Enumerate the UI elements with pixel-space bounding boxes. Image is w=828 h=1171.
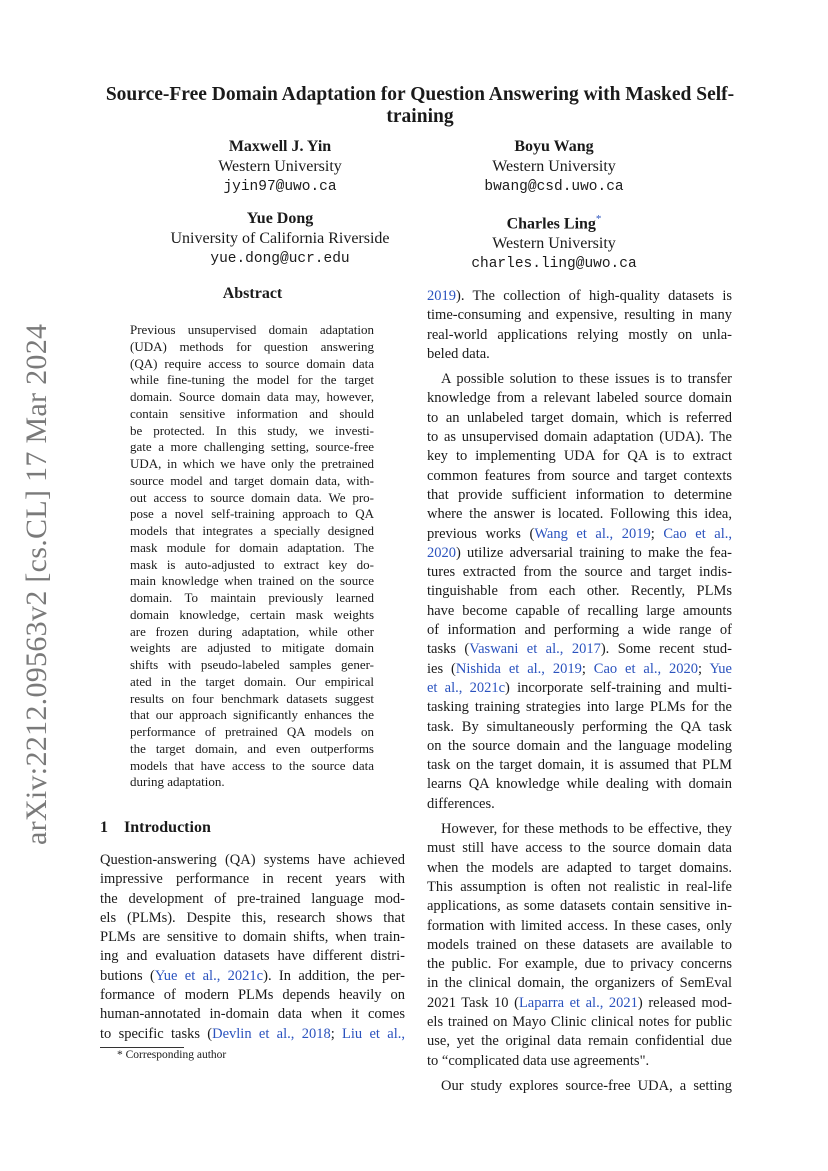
text-line bbox=[130, 372, 374, 389]
intro-right-column bbox=[427, 287, 732, 1096]
text-span: impressive performance in recent years with bbox=[100, 871, 405, 888]
text-span: A possible solution to these issues is to transfer bbox=[441, 371, 732, 388]
author-block bbox=[140, 209, 420, 269]
text-span: use, yet the original data remain confidential due bbox=[427, 1033, 732, 1050]
text-span: weights are adjusted to mitigate domain bbox=[130, 640, 374, 656]
text-line bbox=[427, 974, 732, 993]
text-line bbox=[427, 1013, 732, 1032]
paragraph bbox=[427, 820, 732, 1071]
author-affiliation: Western University bbox=[218, 158, 342, 175]
text-span: that provide sufficient information to determine bbox=[427, 486, 732, 503]
text-span: butions ( bbox=[100, 967, 155, 984]
text-line bbox=[427, 917, 732, 936]
text-line bbox=[427, 525, 732, 544]
text-span: ; bbox=[330, 1025, 343, 1042]
text-line bbox=[130, 322, 374, 339]
paper-title: Source-Free Domain Adaptation for Question Answering with Masked Self-training bbox=[105, 84, 735, 127]
text-line bbox=[427, 563, 732, 582]
text-span: human-annotated in-domain data when it comes bbox=[100, 1006, 405, 1023]
text-line bbox=[427, 897, 732, 916]
text-span: This assumption is often not realistic in real-life bbox=[427, 878, 732, 895]
text-span: ; bbox=[698, 660, 710, 677]
text-span: (UDA) methods for question answering bbox=[130, 338, 374, 354]
citation-link[interactable]: Yue et al., 2021c bbox=[154, 967, 264, 984]
paragraph bbox=[427, 287, 732, 364]
text-span: must still have access to the source domain data bbox=[427, 840, 732, 857]
text-span: to an unlabeled target domain, which is referred bbox=[427, 409, 732, 426]
author-block bbox=[424, 137, 684, 197]
author-affiliation: University of California Riverside bbox=[170, 230, 390, 247]
text-line bbox=[130, 774, 374, 791]
author-affiliation: Western University bbox=[492, 235, 616, 253]
text-span: when the models are adapted to target domains. bbox=[427, 859, 732, 876]
paragraph bbox=[427, 1077, 732, 1096]
text-span: in the clinical domain, the organizers of SemEval bbox=[427, 975, 732, 992]
text-span: Our study explores source-free UDA, a setting bbox=[441, 1077, 732, 1094]
text-span: ) utilize adversarial training to make the fea- bbox=[456, 544, 732, 561]
text-line bbox=[427, 955, 732, 974]
author-name: Charles Ling bbox=[506, 215, 596, 233]
text-line bbox=[427, 287, 732, 306]
text-span: els (PLMs). Despite this, research shows that bbox=[100, 909, 405, 926]
text-line bbox=[130, 506, 374, 523]
text-span: However, for these methods to be effective, they bbox=[441, 821, 732, 838]
text-line bbox=[427, 467, 732, 486]
citation-link[interactable]: Yue bbox=[709, 660, 732, 677]
text-span: ). In addition, the per- bbox=[263, 967, 405, 984]
text-span: out access to source domain data. We pro- bbox=[130, 489, 374, 505]
text-line bbox=[427, 447, 732, 466]
text-span: ated in the target domain. Our empirical bbox=[130, 673, 374, 689]
abstract-body bbox=[130, 322, 374, 791]
text-span: els trained on Mayo Clinic clinical notes for public bbox=[427, 1013, 732, 1030]
text-line bbox=[427, 505, 732, 524]
text-span: tasks ( bbox=[427, 641, 470, 658]
text-span: UDA, in which we have only the pretrained bbox=[130, 456, 374, 471]
text-span: previous works ( bbox=[427, 525, 535, 542]
citation-link[interactable]: Nishida et al., 2019 bbox=[455, 660, 582, 677]
text-line bbox=[130, 607, 374, 624]
text-line bbox=[427, 1077, 732, 1096]
text-span: ). The collection of high-quality datasets is bbox=[456, 288, 732, 304]
text-span: tasking training strategies into large PLMs for the bbox=[427, 699, 732, 716]
text-line bbox=[100, 890, 405, 909]
text-line bbox=[100, 928, 405, 947]
text-line bbox=[427, 1032, 732, 1051]
section-title: Introduction bbox=[124, 819, 211, 836]
text-span: the public. For example, due to privacy concerns bbox=[427, 956, 732, 973]
corresponding-author-mark[interactable]: * bbox=[595, 213, 602, 225]
text-line bbox=[427, 795, 732, 814]
citation-link[interactable]: 2020 bbox=[427, 544, 456, 561]
text-line bbox=[427, 660, 732, 679]
text-line bbox=[427, 370, 732, 389]
text-line bbox=[427, 936, 732, 955]
author-name: Yue Dong bbox=[246, 210, 314, 227]
text-span: be protected. In this study, we investi- bbox=[130, 422, 374, 438]
text-span: Question-answering (QA) systems have achieved bbox=[100, 852, 405, 868]
text-span: main knowledge when trained on the source bbox=[130, 573, 374, 589]
text-line bbox=[427, 775, 732, 794]
text-line bbox=[427, 878, 732, 897]
text-span: (QA) require access to source domain data bbox=[130, 355, 374, 371]
text-span: beled data. bbox=[427, 345, 490, 362]
text-line bbox=[427, 345, 732, 364]
text-span: task. By simultaneously performing the QA task bbox=[427, 718, 732, 735]
text-span: PLMs are sensitive to domain shifts, when train- bbox=[100, 929, 405, 946]
text-line bbox=[130, 339, 374, 356]
text-span: ies ( bbox=[427, 660, 456, 677]
text-line bbox=[130, 439, 374, 456]
citation-link[interactable]: Laparra et al., 2021 bbox=[518, 994, 638, 1011]
text-span: domain knowledge, certain mask weights bbox=[130, 606, 374, 622]
text-line bbox=[427, 679, 732, 698]
abstract-heading: Abstract bbox=[222, 285, 283, 302]
text-line bbox=[427, 698, 732, 717]
text-span: ). Some recent stud- bbox=[600, 641, 732, 658]
text-line bbox=[130, 389, 374, 406]
text-span: that our approach significantly enhances the bbox=[130, 707, 374, 723]
text-span: performance of pretrained QA models on bbox=[130, 724, 374, 739]
text-line bbox=[427, 602, 732, 621]
text-line bbox=[427, 621, 732, 640]
text-line bbox=[130, 406, 374, 423]
author-name: Boyu Wang bbox=[514, 138, 594, 155]
text-span: Previous unsupervised domain adaptation bbox=[130, 322, 374, 337]
text-line bbox=[130, 540, 374, 557]
text-line bbox=[427, 409, 732, 428]
text-span: formance of modern PLMs depends heavily on bbox=[100, 987, 405, 1004]
paragraph bbox=[427, 370, 732, 814]
text-line bbox=[427, 640, 732, 659]
text-span: where the answer is located. Following this idea, bbox=[427, 506, 732, 523]
text-line bbox=[427, 994, 732, 1013]
text-span: domain. To maintain previously learned bbox=[130, 590, 374, 605]
author-affiliation: Western University bbox=[492, 158, 616, 175]
footnote-rule bbox=[100, 1047, 184, 1048]
text-line bbox=[100, 1005, 405, 1024]
text-line bbox=[130, 523, 374, 540]
text-span: tinguishable from each other. Recently, PLMs bbox=[427, 583, 732, 600]
text-span: ; bbox=[581, 660, 594, 677]
section-heading bbox=[100, 819, 211, 837]
citation-link[interactable]: Devlin et al., 2018 bbox=[212, 1025, 331, 1042]
citation-link[interactable]: Cao et al., 2020 bbox=[593, 660, 699, 677]
text-line bbox=[427, 544, 732, 563]
text-line bbox=[130, 758, 374, 775]
text-line bbox=[427, 839, 732, 858]
text-span: source model and target domain data, with- bbox=[130, 472, 374, 488]
text-line bbox=[427, 1052, 732, 1071]
text-span: formation with limited access. In these cases, only bbox=[427, 917, 732, 934]
author-email[interactable]: jyin97@uwo.ca bbox=[223, 179, 337, 195]
text-span: task on the target domain, it is assumed that PLM bbox=[427, 757, 732, 774]
author-block bbox=[424, 209, 684, 274]
citation-link[interactable]: Vaswani et al., 2017 bbox=[469, 641, 601, 658]
text-span: models trained on these datasets are available to bbox=[427, 936, 732, 953]
text-line bbox=[427, 389, 732, 408]
footnote: * Corresponding author bbox=[117, 1049, 227, 1061]
text-line bbox=[130, 557, 374, 574]
text-line bbox=[427, 756, 732, 775]
text-line bbox=[100, 967, 405, 986]
text-span: pose a novel self-training approach to QA bbox=[130, 506, 374, 522]
citation-link[interactable]: Wang et al., 2019 bbox=[534, 525, 651, 542]
text-line bbox=[130, 356, 374, 373]
text-line bbox=[130, 590, 374, 607]
text-line bbox=[427, 326, 732, 345]
text-span: the target domain, and even outperforms bbox=[130, 740, 374, 756]
text-span: applications, as some datasets contain sensitive in- bbox=[427, 898, 732, 915]
section-number: 1 bbox=[100, 819, 108, 836]
text-span: key to implementing UDA for QA is to extract bbox=[427, 448, 732, 465]
text-line bbox=[427, 737, 732, 756]
text-span: differences. bbox=[427, 795, 495, 812]
intro-left-column bbox=[100, 851, 405, 1044]
text-line bbox=[100, 909, 405, 928]
text-span: while fine-tuning the model for the target bbox=[130, 372, 374, 388]
citation-link[interactable]: et al., 2021c bbox=[427, 679, 506, 696]
citation-link[interactable]: Liu et al., bbox=[342, 1025, 405, 1042]
text-line bbox=[130, 640, 374, 657]
text-line bbox=[100, 851, 405, 870]
text-span: to specific tasks ( bbox=[100, 1025, 213, 1042]
text-span: mask is auto-adjusted to extract key do- bbox=[130, 556, 374, 572]
text-span: ) incorporate self-training and multi- bbox=[505, 679, 732, 696]
text-line bbox=[130, 473, 374, 490]
text-span: tures extracted from the source and target indis- bbox=[427, 564, 732, 581]
text-span: of information and performing a wide range of bbox=[427, 622, 732, 639]
text-line bbox=[130, 674, 374, 691]
author-email[interactable]: yue.dong@ucr.edu bbox=[210, 251, 350, 267]
text-line bbox=[100, 1025, 405, 1044]
text-line bbox=[130, 724, 374, 741]
arxiv-stamp: arXiv:2212.09563v2 [cs.CL] 17 Mar 2024 bbox=[20, 323, 53, 845]
text-span: during adaptation. bbox=[130, 774, 225, 790]
text-span: to as unsupervised domain adaptation (UDA). The bbox=[427, 429, 732, 446]
text-line bbox=[130, 657, 374, 674]
text-span: time-consuming and expensive, resulting in many bbox=[427, 307, 732, 324]
text-line bbox=[130, 707, 374, 724]
text-line bbox=[427, 820, 732, 839]
text-span: on the source domain and the language modeling bbox=[427, 737, 732, 754]
author-name-line bbox=[424, 209, 684, 234]
text-line bbox=[130, 423, 374, 440]
text-span: learns QA knowledge while dealing with domain bbox=[427, 776, 732, 793]
citation-link[interactable]: 2019 bbox=[427, 288, 456, 304]
text-line bbox=[427, 582, 732, 601]
author-email[interactable]: bwang@csd.uwo.ca bbox=[484, 179, 624, 195]
text-line bbox=[100, 986, 405, 1005]
text-span: shifts with pseudo-labeled samples gener- bbox=[130, 657, 374, 672]
text-span: contain sensitive information and should bbox=[130, 405, 374, 421]
text-span: results on four benchmark datasets suggest bbox=[130, 690, 374, 706]
text-span: knowledge from a relevant labeled source domain bbox=[427, 390, 732, 407]
text-span: have become capable of recalling large amounts bbox=[427, 602, 732, 619]
citation-link[interactable]: Cao et al., bbox=[663, 525, 732, 542]
text-line bbox=[427, 486, 732, 505]
text-line bbox=[427, 718, 732, 737]
text-span: are frozen during adaptation, while other bbox=[130, 623, 374, 639]
text-span: mask module for domain adaptation. The bbox=[130, 539, 374, 555]
text-line bbox=[427, 859, 732, 878]
text-span: common features from source and target contexts bbox=[427, 467, 732, 484]
text-line bbox=[130, 490, 374, 507]
text-line bbox=[427, 306, 732, 325]
author-block bbox=[150, 137, 410, 197]
text-line bbox=[100, 947, 405, 966]
text-span: ) released mod- bbox=[637, 994, 732, 1011]
text-span: domain. Source domain data may, however, bbox=[130, 389, 374, 404]
text-line bbox=[427, 428, 732, 447]
text-span: the development of pre-trained language mod- bbox=[100, 890, 405, 907]
text-span: gate a more challenging setting, source-free bbox=[130, 439, 374, 455]
text-span: ing and evaluation datasets have different distri- bbox=[100, 948, 405, 965]
text-line bbox=[130, 456, 374, 473]
author-email[interactable]: charles.ling@uwo.ca bbox=[471, 256, 637, 273]
text-line bbox=[130, 741, 374, 758]
author-name: Maxwell J. Yin bbox=[228, 138, 332, 155]
text-line bbox=[130, 573, 374, 590]
text-span: to “complicated data use agreements". bbox=[427, 1052, 650, 1069]
text-span: models that integrates a specially designed bbox=[130, 523, 374, 538]
text-span: real-world applications relying mostly on unla- bbox=[427, 326, 732, 343]
text-line bbox=[130, 691, 374, 708]
text-span: 2021 Task 10 ( bbox=[427, 994, 519, 1011]
text-span: ; bbox=[650, 525, 664, 542]
text-line bbox=[130, 624, 374, 641]
text-line bbox=[100, 870, 405, 889]
text-span: models that have access to the source data bbox=[130, 757, 374, 773]
